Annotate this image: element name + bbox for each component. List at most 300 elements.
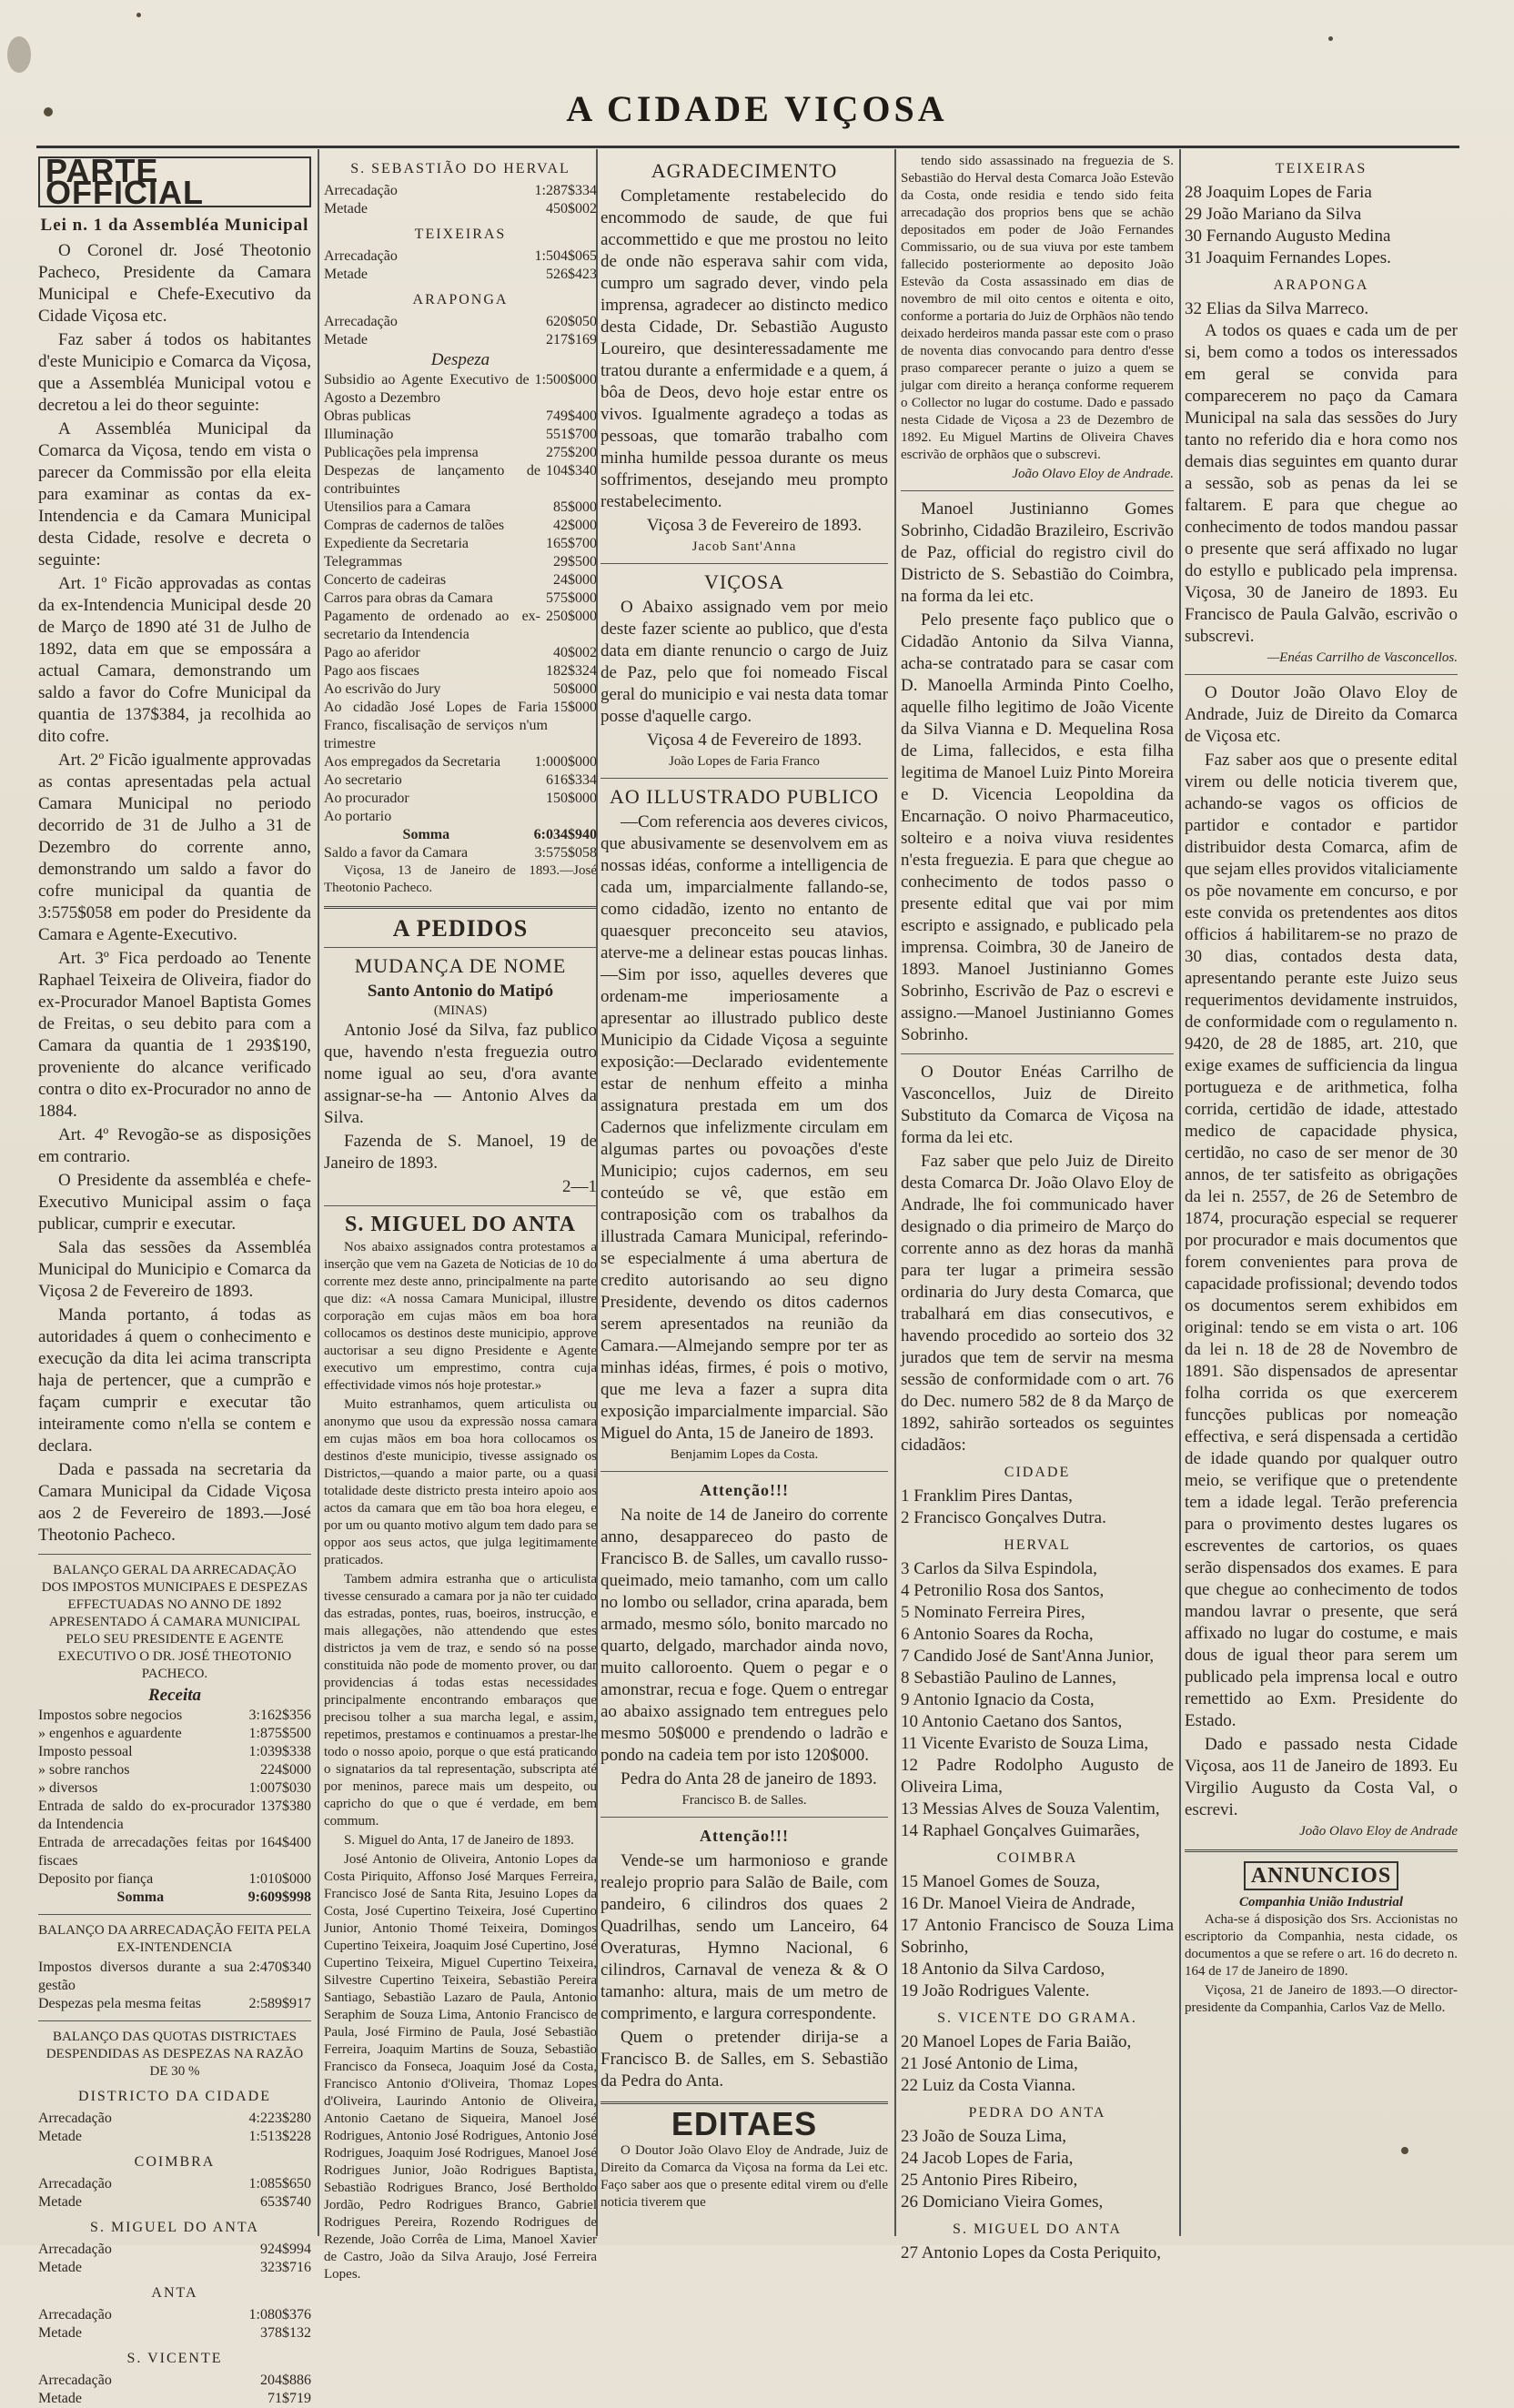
ledger-value: 224$000 [260,1762,311,1778]
ledger-row [38,1834,311,1870]
ledger-value: 1:080$376 [248,2307,311,2322]
s-miguel-date: S. Miguel do Anta, 17 de Janeiro de 1893. [344,1833,574,1848]
ledger-row [324,680,597,699]
juror-name: 3 Carlos da Silva Espindola, [901,1559,1097,1578]
juror-name: 21 José Antonio de Lima, [901,2054,1078,2073]
balanco-title: BALANÇO GERAL DA ARRECADAÇÃO DOS IMPOSTOS MUNICIPAES E DESPEZAS EFFECTUADAS NO ANNO DE 1892 APRESENTADO Á CAMARA MUNICIPAL PELO SEU PRESIDENTE E AGENTE EXECUTIVO O DR. JOSÉ THEOTONIO PACHECO. [41,1563,308,1681]
divider [601,563,888,564]
balanco-date: Viçosa, 13 de Janeiro de 1893.—José Theotonio Pacheco. [324,863,597,895]
ledger-item: Ao procurador [324,791,409,806]
ledger-value: 137$380 [260,1798,311,1814]
ledger-row [324,662,597,680]
juror-name: 4 Petronilio Rosa dos Santos, [901,1581,1105,1600]
ledger-row [324,313,597,331]
juror-name: 32 Elias da Silva Marreco. [1185,299,1369,318]
somma-label: Somma [116,1889,165,1905]
vicosa-date: Viçosa 4 de Fevereiro de 1893. [646,730,863,750]
juror-name: 19 João Rodrigues Valente. [901,1981,1090,2000]
divider [601,1817,888,1818]
edital-text: tendo sido assassinado na freguezia de S. Sebastião do Herval desta Comarca João Estevão da Costa, onde residia e tendo sido feita arrecadação dos proprios bens que se achão depositados em poder de João Fernandes Commissario, ou de sua viuva por este tambem fallecido posteriormente ao deposito João Estevão da Costa assassinado em dias de novembro de mil oito centos e oitenta e oito, conforme a portaria do Juiz de Orphãos não tendo deixado herdeiros manda passar este com o praso de noventa dias convocando para dentro d'esse praso comparecer perante o juizo a quem se julgar com direito a herança conforme requerem o Collector no lugar do costume. Dado e passado nesta Cidade de Viçosa a 23 de Dezembro de 1892. Eu Miguel Martins de Oliveira Chaves escrivão de orphãos que o subscrevi. [901,154,1174,462]
agradecimento-date: Viçosa 3 de Fevereiro de 1893. [646,516,863,535]
quotas-title: BALANÇO DAS QUOTAS DISTRICTAES DESPENDIDAS AS DESPEZAS NA RAZÃO DE 30 % [45,2030,304,2079]
ledger-row [324,426,597,444]
vicosa-signature: João Lopes de Faria Franco [669,754,820,769]
ledger-row [38,1743,311,1761]
column-divider [318,149,319,2236]
ledger-row [38,2193,311,2212]
juror-name: 11 Vicente Evaristo de Souza Lima, [901,1734,1149,1753]
ledger-row [324,608,597,644]
ledger-value: 526$423 [546,267,597,282]
olavo-paragraph: Faz saber aos que o presente edital virem ou delle noticia tiverem que, achando-se vagos os officios de partidor e contador e partidor distribuidor desta Comarca, afim de que sejam elles providos vitaliciamente os põe novamente em concurso, e por este convida os pretendentes aos ditos officios á habilitarem-se no prazo de 30 dias, contados desta data, apresentando perante este Juizo seus requerimentos devidamente instruidos, de conformidade com o regulamento n. 9420, de 28 de 1885, art. 210, que exige exames de sufficiencia da lingua portugueza e de arithmetica, folha corrida, certidão de idade, attestado medico de capacidade physica, certidão, no caso de ser menor de 30 annos, de ter satisfeito as obrigações da lei n. 2557, de 26 de Setembro de 1874, procuração especial se requerer por procurador e mais documentos que forem convenientes para prova de capacidade profissional; devendo todos os documentos serem exhibidos em original: tendo se em vista o art. 106 da lei n. 18 de 28 de Novembro de 1891. São dispensados de apresentar folha corrida os que exercerem funcções publicas por nomeação effectiva, e será dispensada a certidão de idade quando por qualquer outro meio, se verifique que o pretendente tem a idade legal. Terão preferencia para o provimento destes lugares os escreventes de cartorios, os quaes serão dispensados dos exames. E para que chegue ao conhecimento de todos mandou lavrar o presente, que será affixado no lugar do costume, e mais dous de igual theor para serem um publicado pela imprensa local e outro remettido ao Exm. Presidente do Estado. [1185,751,1458,1730]
manoel-paragraph: Pelo presente faço publico que o Cidadão Antonio da Silva Vianna, acha-se contratado para se casar com D. Manoella Arminda Pinto Coelho, aquelle filho legitimo de João Vicente da Silva Vianna e D. Mequelina Rosa de Lima, fallecidos, e esta filha legitima de Manoel Luiz Pinto Moreira e D. Vicencia Leopoldina da Encarnação. O noivo Pharmaceutico, solteiro e a noiva viuva residentes n'esta freguezia. E para que chegue ao conhecimento de todos passo o presente edital que vai por mim escripto e assignado, e publicado pela imprensa. Coimbra, 30 de Janeiro de 1893. Manoel Justinianno Gomes Sobrinho, Escrivão de Paz o escrevi e assigno.—Manoel Justinianno Gomes Sobrinho. [901,610,1174,1044]
illustrado-text: —Com referencia aos deveres civicos, que abusivamente se desenvolvem em as nossas idéas, conforme a intelligencia de cada um, imparcialmente fallando-se, como cidadão, izento no entanto de quaesquer preconceito seu atavios, aterve-me a delinear estas poucas linhas.—Sim por isso, aquelles deveres que ordenam-me imperiosamente a apresentar ao illustrado publico deste Municipio da Cidade Viçosa a seguinte exposição:—Declarado evidentemente estar de nenhum effeito a minha assignatura prestada em um dos Cadernos que infelizmente circulam em algumas partes ou povoações d'este Municipio; cujos cadernos, em seu conteúdo se vê, que estão em contraposição com os trabalhos da illustrada Camara Municipal, referindo-se especialmente á uma abertura de credito autorisando ao seu digno Presidente, devendo os ditos cadernos serem apresentados na reunião da Camara.—Almejando sempre por ter as minhas idéas, firmes, é pois o motivo, que me leva a fazer a supra dita exposição imparcialmente imparcial. São Miguel do Anta, 15 de Janeiro de 1893. [601,812,888,1443]
ledger-value: 323$716 [260,2260,311,2275]
olavo-paragraph: Dado e passado nesta Cidade Viçosa, aos 11 de Janeiro de 1893. Eu Virgilio Augusto da Costa Val, o escrevi. [1185,1735,1458,1819]
column-1 [38,152,311,2406]
ledger-value: 2:589$917 [248,1996,311,2011]
ledger-value: 71$719 [267,2391,311,2406]
attencao-text: Quem o pretender dirija-se a Francisco B. de Salles, em S. Sebastião da Pedra do Anta. [601,2028,888,2091]
eneas-paragraph: Faz saber que pelo Juiz de Direito desta Comarca Dr. João Olavo Eloy de Andrade, lhe foi communicado haver designado o dia primeiro de Março do corrente anno as dez horas da manhã para ter lugar a primeira sessão ordinaria do Jury desta Comarca, que trabalhará em dias consecutivos, e havendo procedido ao sorteio dos 32 jurados que tem de servir na mesma sessão de conformidade com o art. 76 do Dec. numero 582 de 8 da Março de 1892, sahirão sorteados os seguintes cidadãos: [901,1152,1174,1455]
ledger-row [324,753,597,771]
district-name: COIMBRA [134,2154,216,2170]
annuncios-title [1185,1861,1458,1890]
olavo-paragraph: O Doutor João Olavo Eloy de Andrade, Juiz de Direito da Comarca de Viçosa etc. [1185,683,1458,746]
juror-name: 8 Sebastião Paulino de Lannes, [901,1668,1116,1688]
ledger-value: 1:010$000 [248,1871,311,1887]
divider [601,1471,888,1472]
juror-district: PEDRA DO ANTA [968,2105,1106,2121]
juror-district: S. MIGUEL DO ANTA [953,2222,1122,2237]
law-paragraph: Sala das sessões da Assembléa Municipal do Municipio e Comarca da Viçosa 2 de Fevereiro de 1893. [38,1238,311,1301]
editaes-title: EDITAES [671,2105,818,2142]
agradecimento-signature: Jacob Sant'Anna [691,539,797,554]
ledger-value: 924$994 [260,2242,311,2257]
ledger-item: Pago aos fiscaes [324,663,419,679]
ink-stain [1328,36,1333,41]
ledger-value: 29$500 [553,554,597,569]
ledger-value: 150$000 [546,791,597,806]
ledger-value: 1:287$334 [534,183,597,198]
section-parte-official [38,152,311,211]
ledger-value: 182$324 [546,663,597,679]
illustrado-signature: Benjamim Lopes da Costa. [670,1447,819,1462]
ledger-item: Ao secretario [324,772,402,788]
despeza-table [324,371,597,826]
somma-row [38,1889,311,1907]
ledger-row [38,2175,311,2193]
ledger-row [324,182,597,200]
ledger-row [38,2372,311,2390]
masthead: A CIDADE VIÇOSA [566,88,948,129]
ledger-row [324,462,597,499]
ledger-row [324,699,597,753]
ledger-row [38,2259,311,2277]
ledger-value: 749$400 [546,408,597,424]
ledger-item: Carros para obras da Camara [324,590,493,606]
ledger-item: » diversos [38,1780,98,1796]
ledger-row [38,1995,311,2013]
ledger-value: 3:162$356 [248,1708,311,1723]
manoel-paragraph: Manoel Justinianno Gomes Sobrinho, Cidadão Brazileiro, Escrivão de Paz, official do registro civil do Districto de S. Sebastião do Coimbra, na forma da lei etc. [901,499,1174,606]
ledger-row [38,1761,311,1779]
intendencia-table [38,1959,311,2013]
despeza-label: Despeza [430,350,490,369]
divider [1185,1849,1458,1852]
ink-stain [7,36,31,73]
juror-name: 30 Fernando Augusto Medina [1185,227,1391,246]
juror-name: 24 Jacob Lopes de Faria, [901,2149,1074,2168]
ledger-item: Arrecadação [38,2176,112,2191]
ledger-value: 551$700 [546,427,597,442]
law-article: Art. 1º Ficão approvadas as contas da ex-Intendencia Municipal desde 20 de Março de 1890 até 31 de Julho de 1892, data em que se empossára a actual Camara, demonstrando um saldo a favor do Cofre Municipal da quantia de 137$384, ja recolhida ao dito cofre. [38,574,311,746]
juror-name: 17 Antonio Francisco de Souza Lima Sobrinho, [901,1916,1174,1957]
ledger-value: 575$000 [546,590,597,606]
ledger-value: 1:875$500 [248,1726,311,1741]
s-miguel-paragraph: Muito estranhamos, quem articulista ou anonymo que usou da expressão nossa camara em cujas mãos em boa hora collocamos os destinos d'este municipio, tivesse assignado os Districtos,—quando a maior parte, ou a quasi totalidade deste districto presta inteiro apoio aos actos da camara que em tão boa hora elegeu, e por um ou quanto motivo algum tem dado para se oppor aos seus actos, que julga legitimamente praticados. [324,1397,597,1567]
ledger-row [324,644,597,662]
ledger-item: Pago ao aferidor [324,645,420,660]
divider [324,947,597,948]
vicosa-text: O Abaixo assignado vem por meio deste fazer sciente ao publico, que d'esta data em diante renuncio o cargo de Juiz de Paz, pelo que foi nomeado Fiscal geral do municipio e vai nesta data tomar posse d'aquelle cargo. [601,598,888,726]
ledger-value: 1:000$000 [534,754,597,770]
district-name: ARAPONGA [412,292,509,307]
ledger-item: Arrecadação [324,314,398,329]
ledger-item: Subsidio ao Agente Executivo de Agosto a Dezembro [324,372,530,406]
ledger-item: Despezas de lançamento de contribuintes [324,463,540,497]
juror-name: 22 Luiz da Costa Vianna. [901,2076,1076,2095]
ledger-item: Expediente da Secretaria [324,536,469,551]
ledger-row [38,1870,311,1889]
ledger-item: Arrecadação [38,2242,112,2257]
district-name: TEIXEIRAS [414,227,507,242]
ledger-row [324,499,597,517]
ledger-row [324,808,597,826]
divider [901,1053,1174,1054]
law-title: Lei n. 1 da Assembléa Municipal [40,216,309,235]
ledger-item: Deposito por fiança [38,1871,154,1887]
ledger-value: 1:513$228 [248,2129,311,2144]
ledger-value: 4:223$280 [248,2111,311,2126]
saldo-value: 3:575$058 [534,845,597,861]
district-name: S. MIGUEL DO ANTA [90,2220,259,2235]
saldo-label: Saldo a favor da Camara [324,845,469,861]
jury-paragraph: A todos os quaes e cada um de per si, bem como a todos os interessados em geral se convida para comparecerem no paço da Camara Municipal na sala das sessões do Jury tanto no referido dia e hora como nos demais dias seguintes em quanto durar a sessão, sob as penas da lei se faltarem. E para que chegue ao conhecimento de todos mandou passar o presente que será affixado no lugar do estyllo e publicado pela imprensa. Viçosa, 30 de Janeiro de 1893. Eu Francisco de Paula Galvão, escrivão o subscrevi. [1185,321,1458,646]
intendencia-title: BALANÇO DA ARRECADAÇÃO FEITA PELA EX-INTENDENCIA [38,1923,311,1955]
ledger-value: 24$000 [553,572,597,588]
ledger-value: 620$050 [546,314,597,329]
s-miguel-paragraph: Tambem admira estranha que o articulista tivesse censurado a camara por ja não ter cuidado das estradas, pontes, ruas, boeiros, instrucção, e mais allegações, não attendendo que estes districtos ja vem de traz, e sendo só na posse constituida não pode de momento prover, ou dar providencias á todas estas necessidades principalmente encontrando embaraços que precisou tolher a sua marcha legal, e assim, repetimos, prestamos e continuamos a prestar-lhe todo o nosso apoio, porque o que está praticando o signatarios da tal representação, subscripta até por meninos, parece mais um despeito, ou capricho do que o que é verdade, em bem commum. [324,1572,597,1829]
agradecimento-title: AGRADECIMENTO [651,159,838,182]
ledger-row [38,1779,311,1798]
divider [38,1914,311,1915]
column-5 [1185,153,1458,2236]
s-miguel-paragraph: Nos abaixo assignados contra protestamos a inserção que vem na Gazeta de Noticias de 10 do corrente mez deste anno, principalmente na parte que diz: «A nossa Camara Municipal, illustre corporação em cujas mãos em boa hora collocamos os destinos deste municipio, approve auctorisar a seu digno Presidente e Agente executivo um emprestimo, contra cuja effectividade vimos nós hoje protestar.» [324,1240,597,1393]
juror-name: 1 Franklim Pires Dantas, [901,1486,1073,1506]
s-miguel-signatories: José Antonio de Oliveira, Antonio Lopes da Costa Piriquito, Affonso José Marques Ferreira, Francisco José de Santa Rita, Jesuino Lopes da Costa, José Cupertino Teixeira, José Cupertino Junior, Antonio Thomé Teixeira, Domingos Cupertino Teixeira, Joaquim José Cupertino, José Cupertino Teixeira, Miguel Cupertino Teixeira, Silvestre Cupertino Teixeira, Sebastião Pereira Santiago, Sebastião Lazaro de Paula, Antonio Seraphim de Souza Lima, Antonio Francisco de Paula, José Firmino de Paula, José Sebastião Ferreira, Joaquim Martins de Souza, Sebastião Francisco da Fonseca, Joaquim José da Costa, Francisco Antonio d'Oliveira, Thomaz Lopes d'Oliveira, Laurindo Antonio de Oliveira, Antonio Caetano de Siqueira, Manoel José Rodrigues, Antonio José Rodrigues, Antonio José Rodrigues, Joaquim José Rodrigues, Manoel José Rodrigues Junior, João Rodrigues Baptista, Sebastião Rodrigues Branco, José Bertholdo Jordão, Pedro Rodrigues Branco, Gabriel Rodrigues Pereira, Rozendo Rodrigues de Rezende, João Corrêa de Lima, Manoel Xavier de Castro, João da Silva Araujo, José Ferreira Lopes. [324,1852,597,2282]
divider [901,490,1174,491]
mudanca-text: Antonio José da Silva, faz publico que, havendo n'esta freguezia outro nome igual ao seu, d'ora avante assignar-se-ha — Antonio Alves da Silva. [324,1021,597,1127]
ink-stain [44,107,53,116]
divider [324,906,597,909]
law-paragraph: Dada e passada na secretaria da Camara Municipal da Cidade Viçosa aos 2 de Fevereiro de 1893.—José Theotonio Pacheco. [38,1460,311,1545]
column-2 [324,153,597,2282]
ledger-row [324,771,597,790]
ledger-value: 1:500$000 [534,372,597,388]
divider [1185,674,1458,675]
juror-name: 10 Antonio Caetano dos Santos, [901,1712,1123,1731]
juror-name: 25 Antonio Pires Ribeiro, [901,2171,1078,2190]
district-name: S. SEBASTIÃO DO HERVAL [350,161,570,176]
law-paragraph: A Assembléa Municipal da Comarca da Viçosa, tendo em vista o parecer da Commissão por ella eleita para examinar as contas da ex-Intendencia e da Camara Municipal desta Cidade, resolve e decreta o seguinte: [38,419,311,569]
attencao-date: Pedra do Anta 28 de janeiro de 1893. [621,1769,877,1788]
receita-table [38,1707,311,1889]
ledger-value: 164$400 [260,1835,311,1850]
mudanca-mark: 2—1 [562,1177,597,1196]
jurors-list [1185,158,1458,320]
ledger-value: 217$169 [546,332,597,348]
somma-row [324,826,597,844]
ledger-value: 1:504$065 [534,248,597,264]
ledger-row [324,535,597,553]
ink-stain [1401,2147,1408,2154]
district-name: DISTRICTO DA CIDADE [78,2089,271,2104]
a-pedidos-title: A PEDIDOS [392,915,529,942]
juror-district: ARAPONGA [1273,277,1369,293]
ledger-item: Imposto pessoal [38,1744,133,1759]
editaes-text: O Doutor João Olavo Eloy de Andrade, Juiz de Direito da Comarca da Viçosa na forma da Lei etc. Faço saber aos que o presente edital virem ou d'elle noticia tiverem que [601,2143,888,2210]
column-divider [1179,149,1181,2236]
ledger-item: Telegrammas [324,554,402,569]
ledger-item: Despezas pela mesma feitas [38,1996,202,2011]
ledger-item: Concerto de cadeiras [324,572,447,588]
ledger-item: Impostos sobre negocios [38,1708,183,1723]
ledger-item: Utensilios para a Camara [324,499,471,515]
district-name: ANTA [151,2285,198,2301]
attencao-title: Attenção!!! [700,1481,789,1499]
ledger-value: 204$886 [260,2373,311,2388]
divider [38,2020,311,2021]
ledger-item: Metade [324,332,368,348]
juror-name: 26 Domiciano Vieira Gomes, [901,2192,1104,2212]
juror-name: 2 Francisco Gonçalves Dutra. [901,1508,1106,1527]
ledger-item: Entrada de saldo do ex-procurador da Intendencia [38,1798,255,1832]
divider [601,778,888,779]
juror-name: 14 Raphael Gonçalves Guimarães, [901,1821,1140,1840]
divider [601,2101,888,2104]
mudanca-state: (MINAS) [433,1003,488,1018]
ledger-item: » engenhos e aguardente [38,1726,182,1741]
ledger-value [591,808,597,826]
edital-signature: João Olavo Eloy de Andrade. [1012,467,1174,481]
ledger-row [324,553,597,571]
juror-name: 28 Joaquim Lopes de Faria [1185,183,1372,202]
ledger-row [38,2306,311,2324]
column-divider [894,149,896,2236]
column-4 [901,153,1174,2262]
ledger-item: Publicações pela imprensa [324,445,479,460]
column-3 [601,153,888,2236]
juror-name: 7 Candido José de Sant'Anna Junior, [901,1647,1155,1666]
ledger-item: Metade [38,2194,82,2210]
district-table [38,2086,311,2408]
ledger-item: Metade [38,2129,82,2144]
juror-name: 9 Antonio Ignacio da Costa, [901,1690,1095,1709]
law-paragraph: Faz saber á todos os habitantes d'este Municipio e Comarca da Viçosa, que a Assembléa Municipal votou e decretou a lei do theor seguinte: [38,330,311,415]
ledger-value: 450$002 [546,201,597,217]
ledger-row [324,589,597,608]
juror-name: 13 Messias Alves de Souza Valentim, [901,1799,1160,1819]
ledger-value: 1:085$650 [248,2176,311,2191]
ledger-item: Pagamento de ordenado ao ex-secretario da Intendencia [324,609,540,642]
ledger-row [38,1798,311,1834]
mudanca-date: Fazenda de S. Manoel, 19 de Janeiro de 1893. [324,1132,597,1173]
companhia-title: Companhia União Industrial [1238,1895,1404,1909]
juror-name: 6 Antonio Soares da Rocha, [901,1625,1094,1644]
ledger-item: Entrada de arrecadações feitas por fiscaes [38,1835,255,1869]
somma-value: 9:609$998 [247,1889,311,1905]
agradecimento-text: Completamente restabelecido do encommodo de saude, de que fui accommettido e que me prostou no leito de onde não esperava sahir com vida, cumpro um sagrado dever, vindo pela imprensa, agradecer ao distincto medico desta Cidade, Dr. Sebastião Augusto Loureiro, que desinteressadamente me tratou durante a enfermidade e a quem, á bôa de Deos, devo hoje estar entre os vivos. Igualmente agradeço a todas as pessoas, que tomarão trabalho com minha humilde pessoa durante os meus soffrimentos, desejando meu prompto restabelecimento. [601,186,888,511]
ledger-item: Arrecadação [38,2307,112,2322]
ledger-value: 250$000 [546,609,597,624]
attencao-signature: Francisco B. de Salles. [681,1793,807,1808]
ledger-row [324,444,597,462]
juror-district: TEIXEIRAS [1275,161,1368,176]
ledger-row [38,2324,311,2343]
ink-stain [136,13,141,17]
ledger-item: Arrecadação [324,248,398,264]
ledger-value: 165$700 [546,536,597,551]
ledger-row [324,571,597,589]
illustrado-title: AO ILLUSTRADO PUBLICO [610,785,879,808]
ledger-row [324,371,597,408]
juror-district: HERVAL [1004,1537,1071,1553]
ledger-row [324,247,597,266]
law-paragraph: O Presidente da assembléa e chefe-Executivo Municipal assim o faça publicar, cumprir e executar. [38,1171,311,1234]
ledger-item: Ao cidadão José Lopes de Faria Franco, fiscalisação de serviços n'um trimestre [324,700,548,751]
juror-name: 31 Joaquim Fernandes Lopes. [1185,248,1391,267]
ledger-item: Arrecadação [38,2373,112,2388]
ledger-row [324,408,597,426]
ledger-value: 15$000 [553,700,597,715]
ledger-item: Ao portario [324,809,392,824]
annuncios-label: ANNUNCIOS [1244,1861,1398,1890]
ledger-row [38,2390,311,2408]
ledger-item: Metade [324,267,368,282]
ledger-item: Metade [324,201,368,217]
ledger-item: Compras de cadernos de talões [324,518,505,533]
attencao-text: Vende-se um harmonioso e grande realejo proprio para Salão de Baile, com pandeiro, 6 cilindros dos quaes 2 Quadrilhas, sendo um Lanceiro, 64 Overaturas, Hymno Nacional, 6 cilindros, Carnaval de veneza & & O tamanho: altura, mais de um metro de comprimento, e largura correspondente. [601,1851,888,2023]
ledger-row [38,1707,311,1725]
ledger-value: 2:470$340 [248,1960,311,1975]
juror-district: COIMBRA [996,1850,1078,1866]
ledger-row [324,200,597,218]
ledger-row [38,1725,311,1743]
juror-name: 27 Antonio Lopes da Costa Periquito, [901,2243,1162,2262]
ledger-row [38,2128,311,2146]
district-name: S. VICENTE [126,2351,223,2366]
ledger-item: Arrecadação [38,2111,112,2126]
ledger-value: 40$002 [553,645,597,660]
juror-name: 5 Nominato Ferreira Pires, [901,1603,1085,1622]
companhia-text: Acha-se á disposição dos Srs. Accionistas no escriptorio da Companhia, nesta cidade, os documentos a que se refere o art. 16 do decreto n. 164 de 17 de Janeiro de 1890. [1185,1912,1458,1979]
somma-label: Somma [402,827,450,842]
mudanca-place: Santo Antonio do Matipó [367,982,554,1001]
ledger-value: 1:039$338 [248,1744,311,1759]
ledger-row [324,331,597,349]
district-table [324,158,597,349]
law-paragraph: Manda portanto, á todas as autoridades á quem o conhecimento e execução da dita lei acima transcripta haja de pertencer, que a cumprão e façam cumprir e executar tão inteiramente como n'ella se contem e declara. [38,1305,311,1456]
ledger-item: Illuminação [324,427,394,442]
law-article: Art. 3º Fica perdoado ao Tenente Raphael Teixeira de Oliveira, fiador do ex-Procurador Manoel Baptista Gomes de Freitas, o seu debito para com a Camara da quantia de 1 293$190, proveniente do alcance verificado contra o dito ex-Procurador no anno de 1884. [38,949,311,1121]
law-article: Art. 4º Revogão-se as disposições em contrario. [38,1125,311,1166]
ledger-item: Ao escrivão do Jury [324,681,441,697]
ledger-row [38,2241,311,2259]
divider [324,1205,597,1206]
section-title: PARTE OFFICIAL [38,156,311,207]
eneas-paragraph: O Doutor Enéas Carrilho de Vasconcellos, Juiz de Direito Substituto da Comarca de Viçosa na forma da lei etc. [901,1063,1174,1147]
juror-district: CIDADE [1004,1465,1071,1480]
juror-name: 23 João de Souza Lima, [901,2127,1067,2146]
ledger-item: Obras publicas [324,408,411,424]
ledger-row [38,2110,311,2128]
juror-name: 12 Padre Rodolpho Augusto de Oliveira Lima, [901,1756,1174,1797]
ledger-value: 85$000 [553,499,597,515]
mudanca-title: MUDANÇA DE NOME [354,954,567,977]
receita-label: Receita [147,1686,202,1705]
ledger-row [324,517,597,535]
s-miguel-title: S. MIGUEL DO ANTA [345,1213,576,1236]
law-intro: O Coronel dr. José Theotonio Pacheco, Presidente da Camara Municipal e Chefe-Executivo da Cidade Viçosa etc. [38,241,311,326]
vicosa-title: VIÇOSA [704,570,784,593]
ledger-value: 275$200 [546,445,597,460]
ledger-item: Aos empregados da Secretaria [324,754,501,770]
saldo-row [324,844,597,862]
ledger-value: 378$132 [260,2325,311,2341]
olavo-signature: João Olavo Eloy de Andrade [1299,1824,1458,1839]
attencao-title: Attenção!!! [700,1827,789,1845]
law-article: Art. 2º Ficão igualmente approvadas as contas apresentadas pela actual Camara Municipal no periodo decorrido de 31 de Julho a 31 de Dezembro do corrente anno, demonstrando um saldo a favor do cofre municipal da quantia de 3:575$058 em poder do Presidente da Camara e Agente-Executivo. [38,751,311,944]
ledger-item: » sobre ranchos [38,1762,130,1778]
juror-name: 16 Dr. Manoel Vieira de Andrade, [901,1894,1136,1913]
juror-district: S. VICENTE DO GRAMA. [937,2010,1137,2026]
juror-name: 18 Antonio da Silva Cardoso, [901,1960,1105,1979]
ledger-row [38,1959,311,1995]
juror-name: 29 João Mariano da Silva [1185,205,1362,224]
ledger-value: 42$000 [553,518,597,533]
ledger-item: Metade [38,2260,82,2275]
juror-name: 15 Manoel Gomes de Souza, [901,1872,1100,1891]
ledger-value: 653$740 [260,2194,311,2210]
companhia-date: Viçosa, 21 de Janeiro de 1893.—O director-presidente da Companhia, Carlos Vaz de Mello. [1185,1983,1458,2015]
ledger-value: 50$000 [553,681,597,697]
juror-name: 20 Manoel Lopes de Faria Baião, [901,2032,1132,2051]
divider [38,1554,311,1555]
attencao-text: Na noite de 14 de Janeiro do corrente anno, desappareceo do pasto de Francisco B. de Salles, um cavallo russo-queimado, meio tamanho, com um callo no lombo ou sellador, crina aparada, bem armado, mesmo sólo, bonito marcado no quarto, delgado, marchador ainda novo, muito calloroento. Quem o pegar e o amonstrar, recua e foge. Quem o entregar ao abaixo assignado tem entregues pelo mesmo 50$000 e prendendo o ladrão e pondo na cadeia tem por isto 120$000. [601,1506,888,1765]
ledger-value: 1:007$030 [248,1780,311,1796]
ledger-item: Impostos diversos durante a sua gestão [38,1960,244,1993]
ledger-value: 616$334 [546,772,597,788]
ledger-row [324,266,597,284]
top-rule [36,146,1459,148]
ledger-item: Metade [38,2391,82,2406]
ledger-row [324,790,597,808]
somma-value: 6:034$940 [533,827,597,842]
ledger-value: 104$340 [546,463,597,479]
ledger-item: Arrecadação [324,183,398,198]
jurors-list [901,1462,1174,2264]
